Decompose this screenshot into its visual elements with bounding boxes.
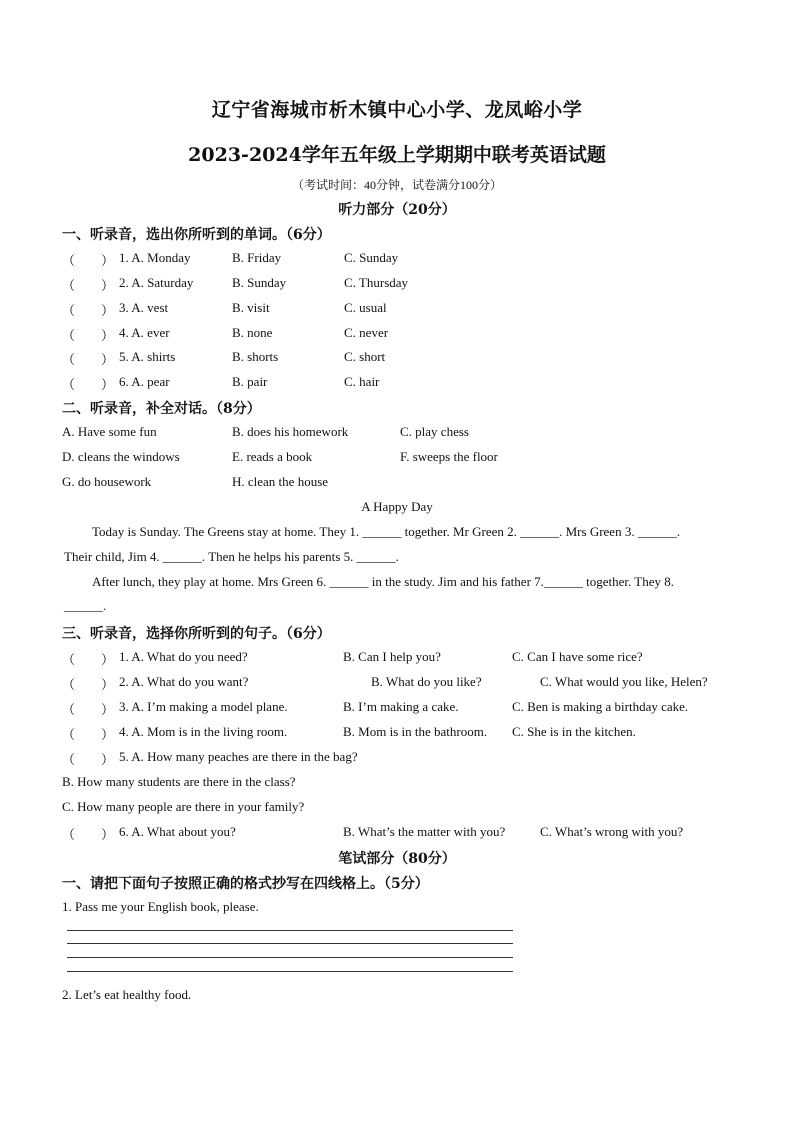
option-f: F. sweeps the floor — [400, 449, 498, 464]
answer-bracket[interactable]: （ ） — [62, 827, 115, 842]
option-c: C. What’s wrong with you? — [540, 824, 684, 839]
section1-heading: 一、听录音，选出你所听到的单词。（6分） — [62, 227, 331, 243]
grid-line — [67, 957, 513, 958]
option-b: B. Can I help you? — [343, 649, 441, 664]
option-h: H. clean the house — [232, 474, 329, 489]
answer-bracket[interactable]: （ ） — [62, 677, 115, 692]
answer-bracket[interactable]: （ ） — [62, 702, 115, 717]
option-a: 3. A. vest — [119, 300, 169, 315]
exam-title-line2: 2023-2024学年五年级上学期期中联考英语试题 — [188, 144, 606, 166]
option-a: 3. A. I’m making a model plane. — [119, 699, 288, 714]
option-a: 1. A. What do you need? — [119, 649, 248, 664]
option-b: B. Sunday — [232, 275, 287, 290]
option-c: C. play chess — [400, 424, 469, 439]
option-b: B. Friday — [232, 250, 282, 265]
option-a: 2. A. What do you want? — [119, 674, 249, 689]
option-c: C. She is in the kitchen. — [512, 724, 636, 739]
answer-bracket[interactable]: （ ） — [62, 652, 115, 667]
option-b: B. visit — [232, 300, 270, 315]
answer-bracket[interactable]: （ ） — [62, 752, 115, 767]
option-b: B. none — [232, 325, 273, 340]
option-a: 1. A. Monday — [119, 250, 191, 265]
option-g: G. do housework — [62, 474, 152, 489]
option-b: B. does his homework — [232, 424, 349, 439]
option-a: 6. A. pear — [119, 374, 170, 389]
option-e: E. reads a book — [232, 449, 313, 464]
option-c: C. hair — [344, 374, 380, 389]
option-a: A. Have some fun — [62, 424, 157, 439]
written-section1-heading: 一、请把下面句子按照正确的格式抄写在四线格上。（5分） — [62, 876, 429, 892]
grid-line — [67, 971, 513, 972]
exam-title-line1: 辽宁省海城市析木镇中心小学、龙凤峪小学 — [211, 99, 583, 121]
option-c: C. Can I have some rice? — [512, 649, 643, 664]
option-b: B. pair — [232, 374, 268, 389]
grid-line — [67, 943, 513, 944]
grid-line — [67, 930, 513, 931]
copy-question-2: 2. Let’s eat healthy food. — [62, 987, 192, 1002]
passage-text: After lunch, they play at home. Mrs Green 6. ______ in the study. Jim and his father 7.______ together. They 8. — [92, 574, 674, 589]
option-c: C. Ben is making a birthday cake. — [512, 699, 689, 714]
answer-bracket[interactable]: （ ） — [62, 377, 115, 392]
section3-heading: 三、听录音，选择你所听到的句子。（6分） — [62, 626, 331, 642]
copy-question-1: 1. Pass me your English book, please. — [62, 899, 259, 914]
option-b: B. How many students are there in the class? — [62, 774, 296, 789]
option-b: B. shorts — [232, 349, 279, 364]
option-a: 4. A. Mom is in the living room. — [119, 724, 288, 739]
four-line-writing-grid[interactable] — [67, 928, 513, 976]
option-c: C. What would you like, Helen? — [540, 674, 708, 689]
option-d: D. cleans the windows — [62, 449, 180, 464]
answer-bracket[interactable]: （ ） — [62, 727, 115, 742]
option-c: C. Thursday — [344, 275, 409, 290]
option-c: C. never — [344, 325, 389, 340]
option-a: 4. A. ever — [119, 325, 170, 340]
answer-bracket[interactable]: （ ） — [62, 303, 115, 318]
option-a: 5. A. How many peaches are there in the bag? — [119, 749, 358, 764]
option-a: 6. A. What about you? — [119, 824, 236, 839]
passage-text: Today is Sunday. The Greens stay at home. They 1. ______ together. Mr Green 2. ______. Mrs Green 3. ______. — [92, 524, 681, 539]
listening-part-heading: 听力部分（20分） — [338, 202, 456, 218]
option-b: B. Mom is in the bathroom. — [343, 724, 488, 739]
passage-text: ______. — [64, 598, 107, 613]
written-part-heading: 笔试部分（80分） — [338, 851, 456, 867]
option-b: B. What do you like? — [371, 674, 482, 689]
option-c: C. Sunday — [344, 250, 399, 265]
option-b: B. What’s the matter with you? — [343, 824, 506, 839]
answer-bracket[interactable]: （ ） — [62, 352, 115, 367]
option-a: 2. A. Saturday — [119, 275, 194, 290]
option-a: 5. A. shirts — [119, 349, 176, 364]
answer-bracket[interactable]: （ ） — [62, 253, 115, 268]
section2-heading: 二、听录音，补全对话。（8分） — [62, 401, 261, 417]
option-b: B. I’m making a cake. — [343, 699, 459, 714]
option-c: C. How many people are there in your family? — [62, 799, 305, 814]
passage-title: A Happy Day — [361, 499, 433, 514]
exam-subtitle: （考试时间：40分钟，试卷满分100分） — [291, 178, 502, 192]
option-c: C. usual — [344, 300, 387, 315]
passage-text: Their child, Jim 4. ______. Then he helps his parents 5. ______. — [64, 549, 399, 564]
option-c: C. short — [344, 349, 386, 364]
answer-bracket[interactable]: （ ） — [62, 328, 115, 343]
answer-bracket[interactable]: （ ） — [62, 278, 115, 293]
